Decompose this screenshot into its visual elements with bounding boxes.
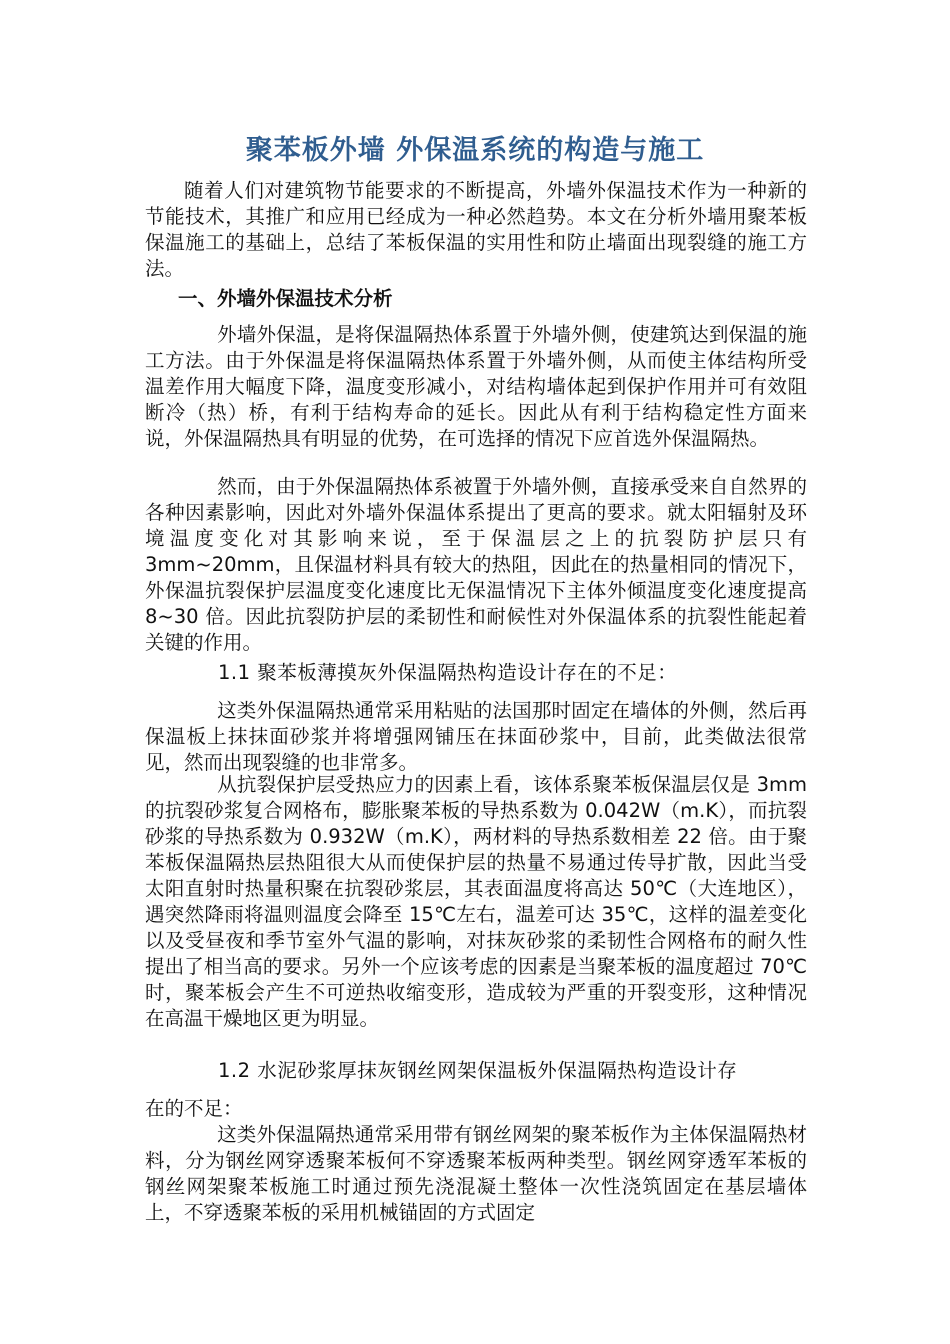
subsection-heading-1-1: 1.1 聚苯板薄摸灰外保温隔热构造设计存在的不足：	[218, 661, 678, 684]
section-heading: 一、外墙外保温技术分析	[178, 287, 393, 310]
subsection-1-1-paragraph-1: 这类外保温隔热通常采用粘贴的法国那时固定在墙体的外侧，然后再保温板上抹抹面砂浆并将增强网铺压在抹面砂浆中，目前，此类做法很常见，然而出现裂缝的也非常多。	[145, 699, 807, 774]
subsection-1-2-paragraph-1: 这类外保温隔热通常采用带有钢丝网架的聚苯板作为主体保温隔热材料，分为钢丝网穿透聚苯板何不穿透聚苯板两种类型。钢丝网穿透军苯板的钢丝网架聚苯板施工时通过预先浇混凝土整体一次性浇筑固定在基层墙体上，不穿透聚苯板的采用机械锚固的方式固定	[145, 1123, 807, 1224]
intro-paragraph: 随着人们对建筑物节能要求的不断提高，外墙外保温技术作为一种新的节能技术，其推广和应用已经成为一种必然趋势。本文在分析外墙用聚苯板保温施工的基础上，总结了苯板保温的实用性和防止墙面出现裂缝的施工方法。	[145, 179, 807, 280]
document-title: 聚苯板外墙 外保温系统的构造与施工	[245, 135, 705, 166]
subsection-1-1-paragraph-2: 从抗裂保护层受热应力的因素上看，该体系聚苯板保温层仅是 3mm 的抗裂砂浆复合网格布，膨胀聚苯板的导热系数为 0.042W（m.K），而抗裂砂浆的导热系数为 0.932W（m.K），两材料的导热系数相差 22 倍。由于聚苯板保温隔热层热阻很大从而使保护层的热量不易通过传导扩散，因此当受太阳直射时热量积聚在抗裂砂浆层，其表面温度将高达 50℃（大连地区），遇突然降雨将温则温度会降至 15℃左右，温差可达 35℃，这样的温差变化以及受昼夜和季节室外气温的影响，对抹灰砂浆的柔韧性合网格布的耐久性提出了相当高的要求。另外一个应该考虑的因素是当聚苯板的温度超过 70℃时，聚苯板会产生不可逆热收缩变形，造成较为严重的开裂变形，这种情况在高温干燥地区更为明显。	[145, 773, 807, 1030]
section1-paragraph-2: 然而，由于外保温隔热体系被置于外墙外侧，直接承受来自自然界的各种因素影响，因此对外墙外保温体系提出了更高的要求。就太阳辐射及环境温度变化对其影响来说，至于保温层之上的抗裂防护层只有 3mm~20mm，且保温材料具有较大的热阻，因此在的热量相同的情况下，外保温抗裂保护层温度变化速度比无保温情况下主体外倾温度变化速度提高 8~30 倍。因此抗裂防护层的柔韧性和耐候性对外保温体系的抗裂性能起着关键的作用。	[145, 475, 807, 654]
section1-paragraph-1: 外墙外保温，是将保温隔热体系置于外墙外侧，使建筑达到保温的施工方法。由于外保温是将保温隔热体系置于外墙外侧，从而使主体结构所受温差作用大幅度下降，温度变形减小，对结构墙体起到保护作用并可有效阻断冷（热）桥，有利于结构寿命的延长。因此从有利于结构稳定性方面来说，外保温隔热具有明显的优势，在可选择的情况下应首选外保温隔热。	[145, 323, 807, 450]
subsection-heading-1-2: 1.2 水泥砂浆厚抹灰钢丝网架保温板外保温隔热构造设计存	[218, 1059, 738, 1082]
subsection-heading-1-2-continued: 在的不足：	[145, 1097, 243, 1120]
